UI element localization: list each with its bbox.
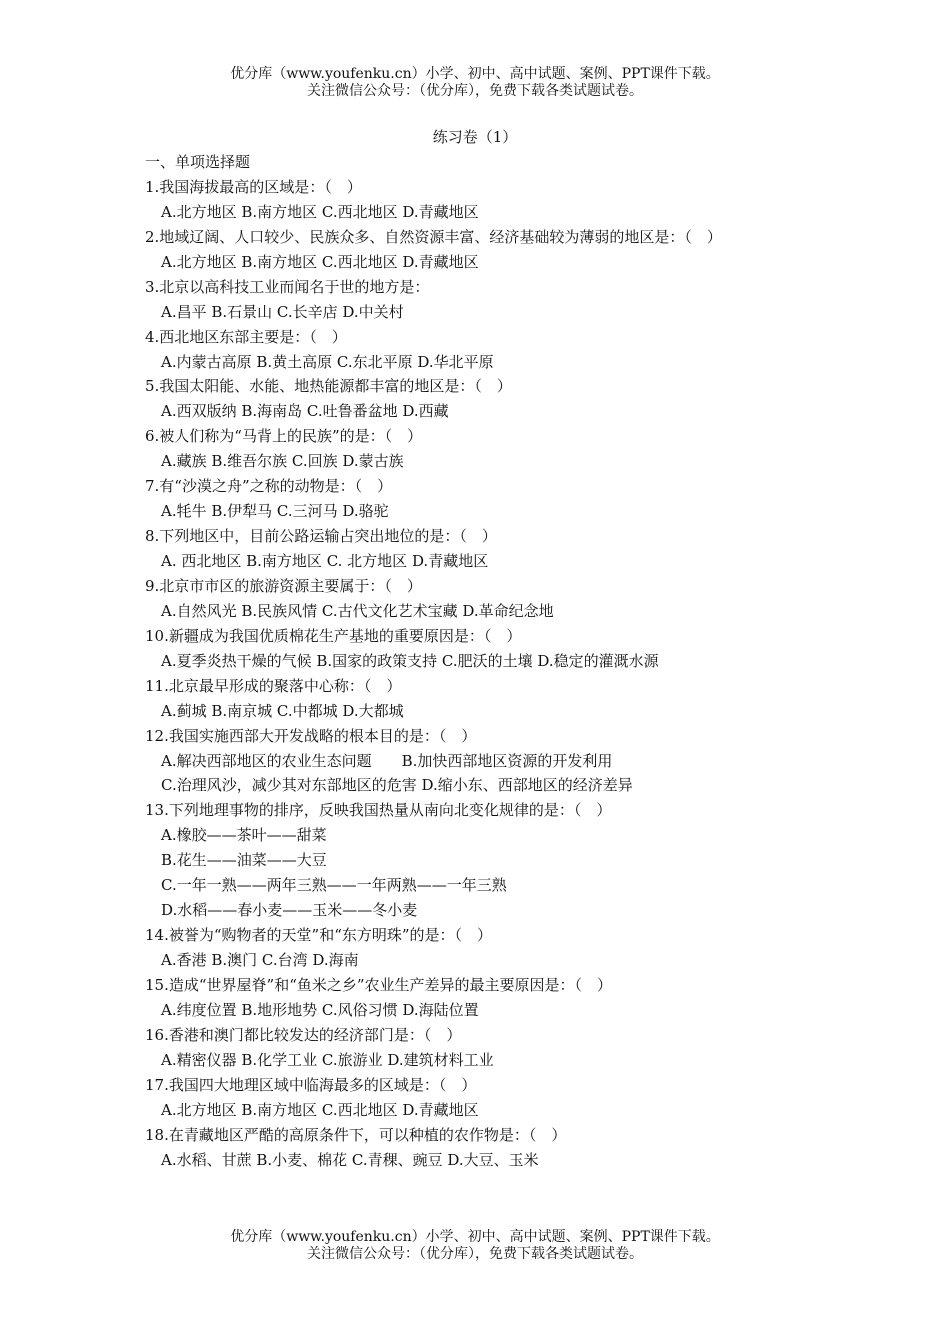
question-text: 18.在青藏地区严酷的高原条件下，可以种植的农作物是：（ ） (145, 1125, 567, 1144)
question-text: 7.有“沙漠之舟”之称的动物是：（ ） (145, 477, 393, 496)
question-item (145, 1023, 805, 1073)
question-item (145, 1123, 805, 1173)
question-text: 6.被人们称为“马背上的民族”的是：（ ） (145, 427, 423, 446)
question-options: A.牦牛 B.伊犁马 C.三河马 D.骆驼 (161, 502, 389, 521)
question-item (145, 923, 805, 973)
section-heading: 一、单项选择题 (145, 153, 251, 171)
question-list (145, 150, 805, 1172)
question-item (145, 424, 805, 474)
question-options: A.藏族 B.维吾尔族 C.回族 D.蒙古族 (161, 452, 404, 471)
question-item (145, 674, 805, 724)
question-item (145, 624, 805, 674)
footer-line-1: 优分库（www.youfenku.cn）小学、初中、高中试题、案例、PPT课件下载。 (230, 1229, 720, 1245)
question-item (145, 798, 805, 923)
question-options: A.北方地区 B.南方地区 C.西北地区 D.青藏地区 (161, 1100, 479, 1119)
question-options: A.蓟城 B.南京城 C.中都城 D.大都城 (161, 701, 404, 720)
question-item (145, 474, 805, 524)
page-header (0, 66, 950, 100)
question-text: 5.我国太阳能、水能、地热能源都丰富的地区是：（ ） (145, 377, 512, 396)
question-item (145, 225, 805, 275)
page-footer (0, 1229, 950, 1263)
question-options: A.昌平 B.石景山 C.长辛店 D.中关村 (161, 302, 404, 321)
question-item (145, 275, 805, 325)
question-options: A.水稻、甘蔗 B.小麦、棉花 C.青稞、豌豆 D.大豆、玉米 (161, 1150, 539, 1169)
question-options: A.纬度位置 B.地形地势 C.风俗习惯 D.海陆位置 (161, 1000, 479, 1019)
question-options: A.夏季炎热干燥的气候 B.国家的政策支持 C.肥沃的土壤 D.稳定的灌溉水源 (161, 651, 659, 670)
question-text: 8.下列地区中，目前公路运输占突出地位的是：（ ） (145, 527, 497, 546)
question-item (145, 175, 805, 225)
question-options: A.精密仪器 B.化学工业 C.旅游业 D.建筑材料工业 (161, 1050, 494, 1069)
question-text: 15.造成“世界屋脊”和“鱼米之乡”农业生产差异的最主要原因是：（ ） (145, 975, 613, 994)
question-options: A.自然风光 B.民族风情 C.古代文化艺术宝藏 D.革命纪念地 (161, 601, 554, 620)
question-options: A.内蒙古高原 B.黄土高原 C.东北平原 D.华北平原 (161, 352, 494, 371)
question-item (145, 325, 805, 375)
question-item (145, 724, 805, 799)
question-text: 17.我国四大地理区域中临海最多的区域是：（ ） (145, 1075, 477, 1094)
header-line-2: 关注微信公众号：（优分库），免费下载各类试题试卷。 (307, 83, 643, 99)
question-options: A.香港 B.澳门 C.台湾 D.海南 (161, 951, 359, 969)
question-options: A.西双版纳 B.海南岛 C.吐鲁番盆地 D.西藏 (161, 402, 449, 421)
question-text: 3.北京以高科技工业而闻名于世的地方是： (145, 277, 430, 296)
page-title: 练习卷（1） (432, 128, 518, 146)
question-item (145, 973, 805, 1023)
question-text: 14.被誉为“购物者的天堂”和“东方明珠”的是：（ ） (145, 926, 493, 945)
question-options: A. 西北地区 B.南方地区 C. 北方地区 D.青藏地区 (161, 552, 489, 570)
footer-line-2: 关注微信公众号：（优分库），免费下载各类试题试卷。 (307, 1246, 643, 1262)
question-text: 10.新疆成为我国优质棉花生产基地的重要原因是：（ ） (145, 626, 522, 645)
question-text: 12.我国实施西部大开发战略的根本目的是：（ ） (145, 726, 477, 745)
question-options: A.北方地区 B.南方地区 C.西北地区 D.青藏地区 (161, 202, 479, 221)
question-options: C.治理风沙，减少其对东部地区的危害 D.缩小东、西部地区的经济差异 (161, 776, 633, 795)
question-option: D.水稻——春小麦——玉米——冬小麦 (161, 901, 418, 920)
question-options: A.北方地区 B.南方地区 C.西北地区 D.青藏地区 (161, 252, 479, 271)
question-text: 16.香港和澳门都比较发达的经济部门是：（ ） (145, 1025, 462, 1044)
question-option: C.一年一熟——两年三熟——一年两熟——一年三熟 (161, 876, 507, 895)
question-item (145, 574, 805, 624)
question-text: 2.地域辽阔、人口较少、民族众多、自然资源丰富、经济基础较为薄弱的地区是：（ ） (145, 227, 722, 246)
question-item (145, 1073, 805, 1123)
question-item (145, 374, 805, 424)
header-line-1: 优分库（www.youfenku.cn）小学、初中、高中试题、案例、PPT课件下载。 (230, 66, 720, 82)
question-text: 1.我国海拔最高的区域是：（ ） (145, 177, 362, 196)
question-text: 4.西北地区东部主要是：（ ） (145, 327, 347, 346)
question-text: 9.北京市市区的旅游资源主要属于：（ ） (145, 576, 422, 595)
question-text: 13.下列地理事物的排序，反映我国热量从南向北变化规律的是：（ ） (145, 801, 612, 820)
question-options: A.解决西部地区的农业生态问题 B.加快西部地区资源的开发利用 (161, 751, 613, 770)
question-option: A.橡胶——茶叶——甜菜 (161, 826, 327, 845)
question-option: B.花生——油菜——大豆 (161, 851, 327, 870)
question-item (145, 524, 805, 574)
question-text: 11.北京最早形成的聚落中心称：（ ） (145, 676, 402, 695)
